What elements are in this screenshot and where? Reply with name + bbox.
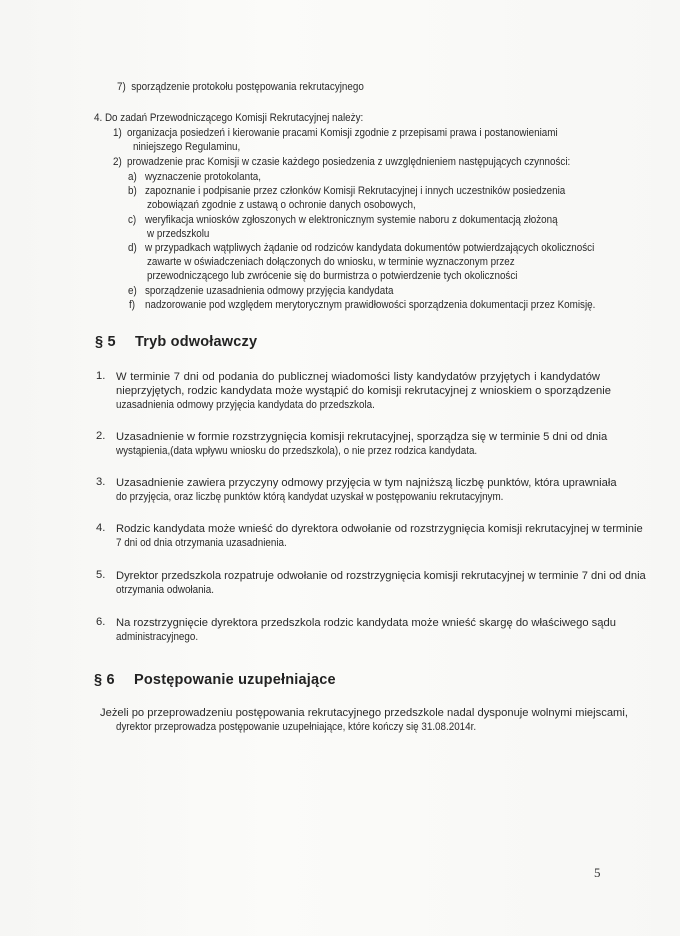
sub-list-text: w przypadkach wątpliwych żądanie od rodziców kandydata dokumentów potwierdzających okoliczności xyxy=(145,242,595,254)
sub-list-number: d) xyxy=(128,242,137,254)
section-title: Tryb odwoławczy xyxy=(135,334,258,350)
list-number: 1) xyxy=(113,127,122,139)
sub-list-text: weryfikacja wniosków zgłoszonych w elektronicznym systemie naboru z dokumentacją złożoną xyxy=(145,214,558,226)
sub-list-number: f) xyxy=(129,299,136,311)
paragraph: Uzasadnienie zawiera przyczyny odmowy przyjęcia w tym najniższą liczbę punktów, która uprawniała xyxy=(116,477,617,489)
paragraph-last-line: uzasadnienia odmowy przyjęcia kandydata do przedszkola. xyxy=(116,399,375,411)
paragraph-number: 6. xyxy=(96,616,106,628)
sub-list-text: w przedszkolu xyxy=(147,228,210,240)
paragraph: Dyrektor przedszkola rozpatruje odwołanie od rozstrzygnięcia komisji rekrutacyjnej w terminie 7 dni od dnia xyxy=(116,570,646,582)
list-text: niniejszego Regulaminu, xyxy=(133,141,241,153)
paragraph: W terminie 7 dni od podania do publicznej wiadomości listy kandydatów przyjętych i kandydatów nieprzyjętych, rodzic kandydata może wystąpić do komisji rekrutacyjnej z wnioskiem o sporządzenie xyxy=(116,371,611,397)
sub-list-number: a) xyxy=(128,171,137,183)
section-6-heading xyxy=(94,672,336,688)
section-4-intro: 4. Do zadań Przewodniczącego Komisji Rekrutacyjnej należy: xyxy=(94,112,364,124)
section-5-heading xyxy=(95,334,257,350)
list-item-7: 7) sporządzenie protokołu postępowania rekrutacyjnego xyxy=(117,81,364,93)
section-number: § 6 xyxy=(94,672,115,688)
sub-list-number: c) xyxy=(128,214,137,226)
page-number: 5 xyxy=(594,865,601,880)
list-number: 2) xyxy=(113,156,122,168)
paragraph-number: 5. xyxy=(96,569,106,581)
sub-list-text: zapoznanie i podpisanie przez członków Komisji Rekrutacyjnej i innych uczestników posiedzenia xyxy=(145,185,566,197)
sub-list-text: przewodniczącego lub zwrócenie się do burmistrza o potwierdzenie tych okoliczności xyxy=(147,270,518,282)
sub-list-number: e) xyxy=(128,285,137,297)
paragraph-number: 4. xyxy=(96,522,106,534)
paragraph-last-line: administracyjnego. xyxy=(116,631,199,643)
paragraph-number: 1. xyxy=(96,370,106,382)
list-text: organizacja posiedzeń i kierowanie pracami Komisji zgodnie z przepisami prawa i postanowieniami xyxy=(127,127,558,139)
paragraph: Rodzic kandydata może wnieść do dyrektora odwołanie od rozstrzygnięcia komisji rekrutacyjnej w terminie xyxy=(116,523,643,535)
paragraph: Na rozstrzygnięcie dyrektora przedszkola rodzic kandydata może wnieść skargę do właściwego sądu xyxy=(116,617,616,629)
sub-list-number: b) xyxy=(128,185,137,197)
section-title: Postępowanie uzupełniające xyxy=(134,672,336,688)
paragraph-number: 2. xyxy=(96,430,106,442)
section-number: § 5 xyxy=(95,334,116,350)
sub-list-text: sporządzenie uzasadnienia odmowy przyjęcia kandydata xyxy=(145,285,394,297)
sub-list-text: zobowiązań zgodnie z ustawą o ochronie danych osobowych, xyxy=(147,199,416,211)
paragraph-number: 3. xyxy=(96,476,106,488)
paragraph: Uzasadnienie w formie rozstrzygnięcia komisji rekrutacyjnej, sporządza się w terminie 5 dni od dnia xyxy=(116,431,608,443)
sub-list-text: wyznaczenie protokolanta, xyxy=(145,171,262,183)
paragraph-last-line: 7 dni od dnia otrzymania uzasadnienia. xyxy=(116,537,287,549)
paragraph-last-line: wystąpienia,(data wpływu wniosku do przedszkola), o nie przez rodzica kandydata. xyxy=(116,445,478,457)
paragraph-last-line: do przyjęcia, oraz liczbę punktów którą kandydat uzyskał w postępowaniu rekrutacyjnym. xyxy=(116,491,504,503)
paragraph: Jeżeli po przeprowadzeniu postępowania rekrutacyjnego przedszkole nadal dysponuje wolnymi miejscami, xyxy=(100,707,628,719)
sub-list-text: nadzorowanie pod względem merytorycznym prawidłowości sporządzenia dokumentacji przez Komisję. xyxy=(145,299,596,311)
sub-list-text: zawarte w oświadczeniach dołączonych do wniosku, w terminie wyznaczonym przez xyxy=(147,256,515,268)
paragraph-last-line: dyrektor przeprowadza postępowanie uzupełniające, które kończy się 31.08.2014r. xyxy=(116,721,477,733)
paragraph-last-line: otrzymania odwołania. xyxy=(116,584,214,596)
list-text: prowadzenie prac Komisji w czasie każdego posiedzenia z uwzględnieniem następujących czynności: xyxy=(127,156,571,168)
